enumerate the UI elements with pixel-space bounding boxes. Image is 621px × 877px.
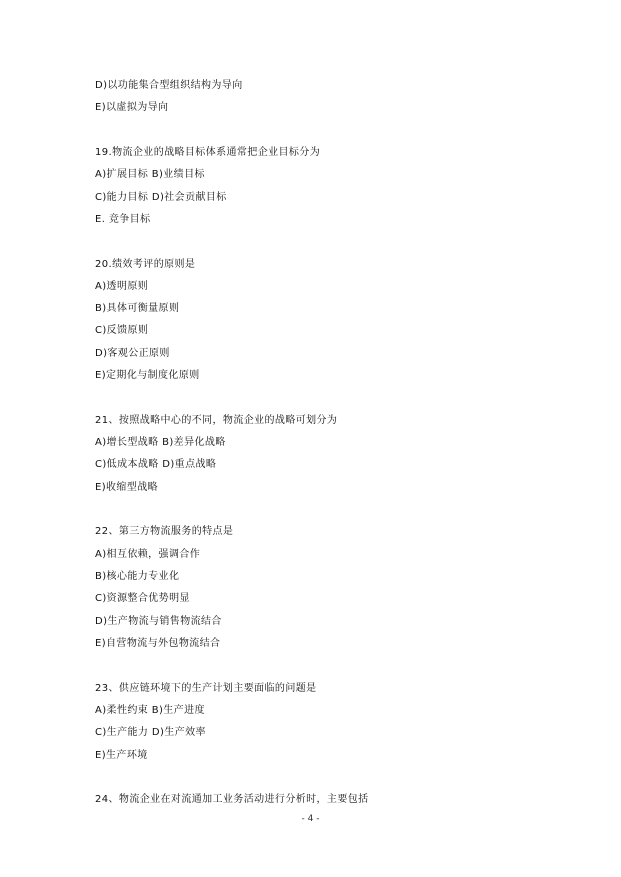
option-a-q20: A)透明原则 bbox=[95, 281, 149, 292]
question-22: 22、第三方物流服务的特点是 bbox=[95, 526, 234, 537]
question-19: 19.物流企业的战略目标体系通常把企业目标分为 bbox=[95, 147, 321, 158]
option-d-q20: D)客观公正原则 bbox=[95, 348, 170, 359]
options-ab-q19: A)扩展目标 B)业绩目标 bbox=[95, 169, 205, 180]
option-e-q21: E)收缩型战略 bbox=[95, 482, 159, 493]
option-c-q22: C)资源整合优势明显 bbox=[95, 593, 190, 604]
option-e-q18: E)以虚拟为导向 bbox=[95, 102, 169, 113]
option-d-q18: D)以功能集合型组织结构为导向 bbox=[95, 80, 243, 91]
options-cd-q19: C)能力目标 D)社会贡献目标 bbox=[95, 192, 227, 203]
option-e-q19: E. 竞争目标 bbox=[95, 214, 151, 225]
option-d-q22: D)生产物流与销售物流结合 bbox=[95, 616, 222, 627]
option-e-q20: E)定期化与制度化原则 bbox=[95, 370, 200, 381]
options-cd-q23: C)生产能力 D)生产效率 bbox=[95, 727, 206, 738]
options-ab-q21: A)增长型战略 B)差异化战略 bbox=[95, 437, 226, 448]
option-e-q22: E)自营物流与外包物流结合 bbox=[95, 638, 221, 649]
question-20: 20.绩效考评的原则是 bbox=[95, 259, 196, 270]
options-cd-q21: C)低成本战略 D)重点战略 bbox=[95, 459, 217, 470]
option-b-q20: B)具体可衡量原则 bbox=[95, 303, 180, 314]
option-b-q22: B)核心能力专业化 bbox=[95, 571, 180, 582]
question-24: 24、物流企业在对流通加工业务活动进行分析时，主要包括 bbox=[95, 794, 369, 805]
question-21: 21、按照战略中心的不同，物流企业的战略可划分为 bbox=[95, 415, 338, 426]
option-c-q20: C)反馈原则 bbox=[95, 325, 149, 336]
option-e-q23: E)生产环境 bbox=[95, 750, 148, 761]
question-23: 23、供应链环境下的生产计划主要面临的问题是 bbox=[95, 683, 317, 694]
page-number: - 4 - bbox=[301, 814, 320, 824]
options-ab-q23: A)柔性约束 B)生产进度 bbox=[95, 705, 205, 716]
option-a-q22: A)相互依赖，强调合作 bbox=[95, 549, 201, 560]
